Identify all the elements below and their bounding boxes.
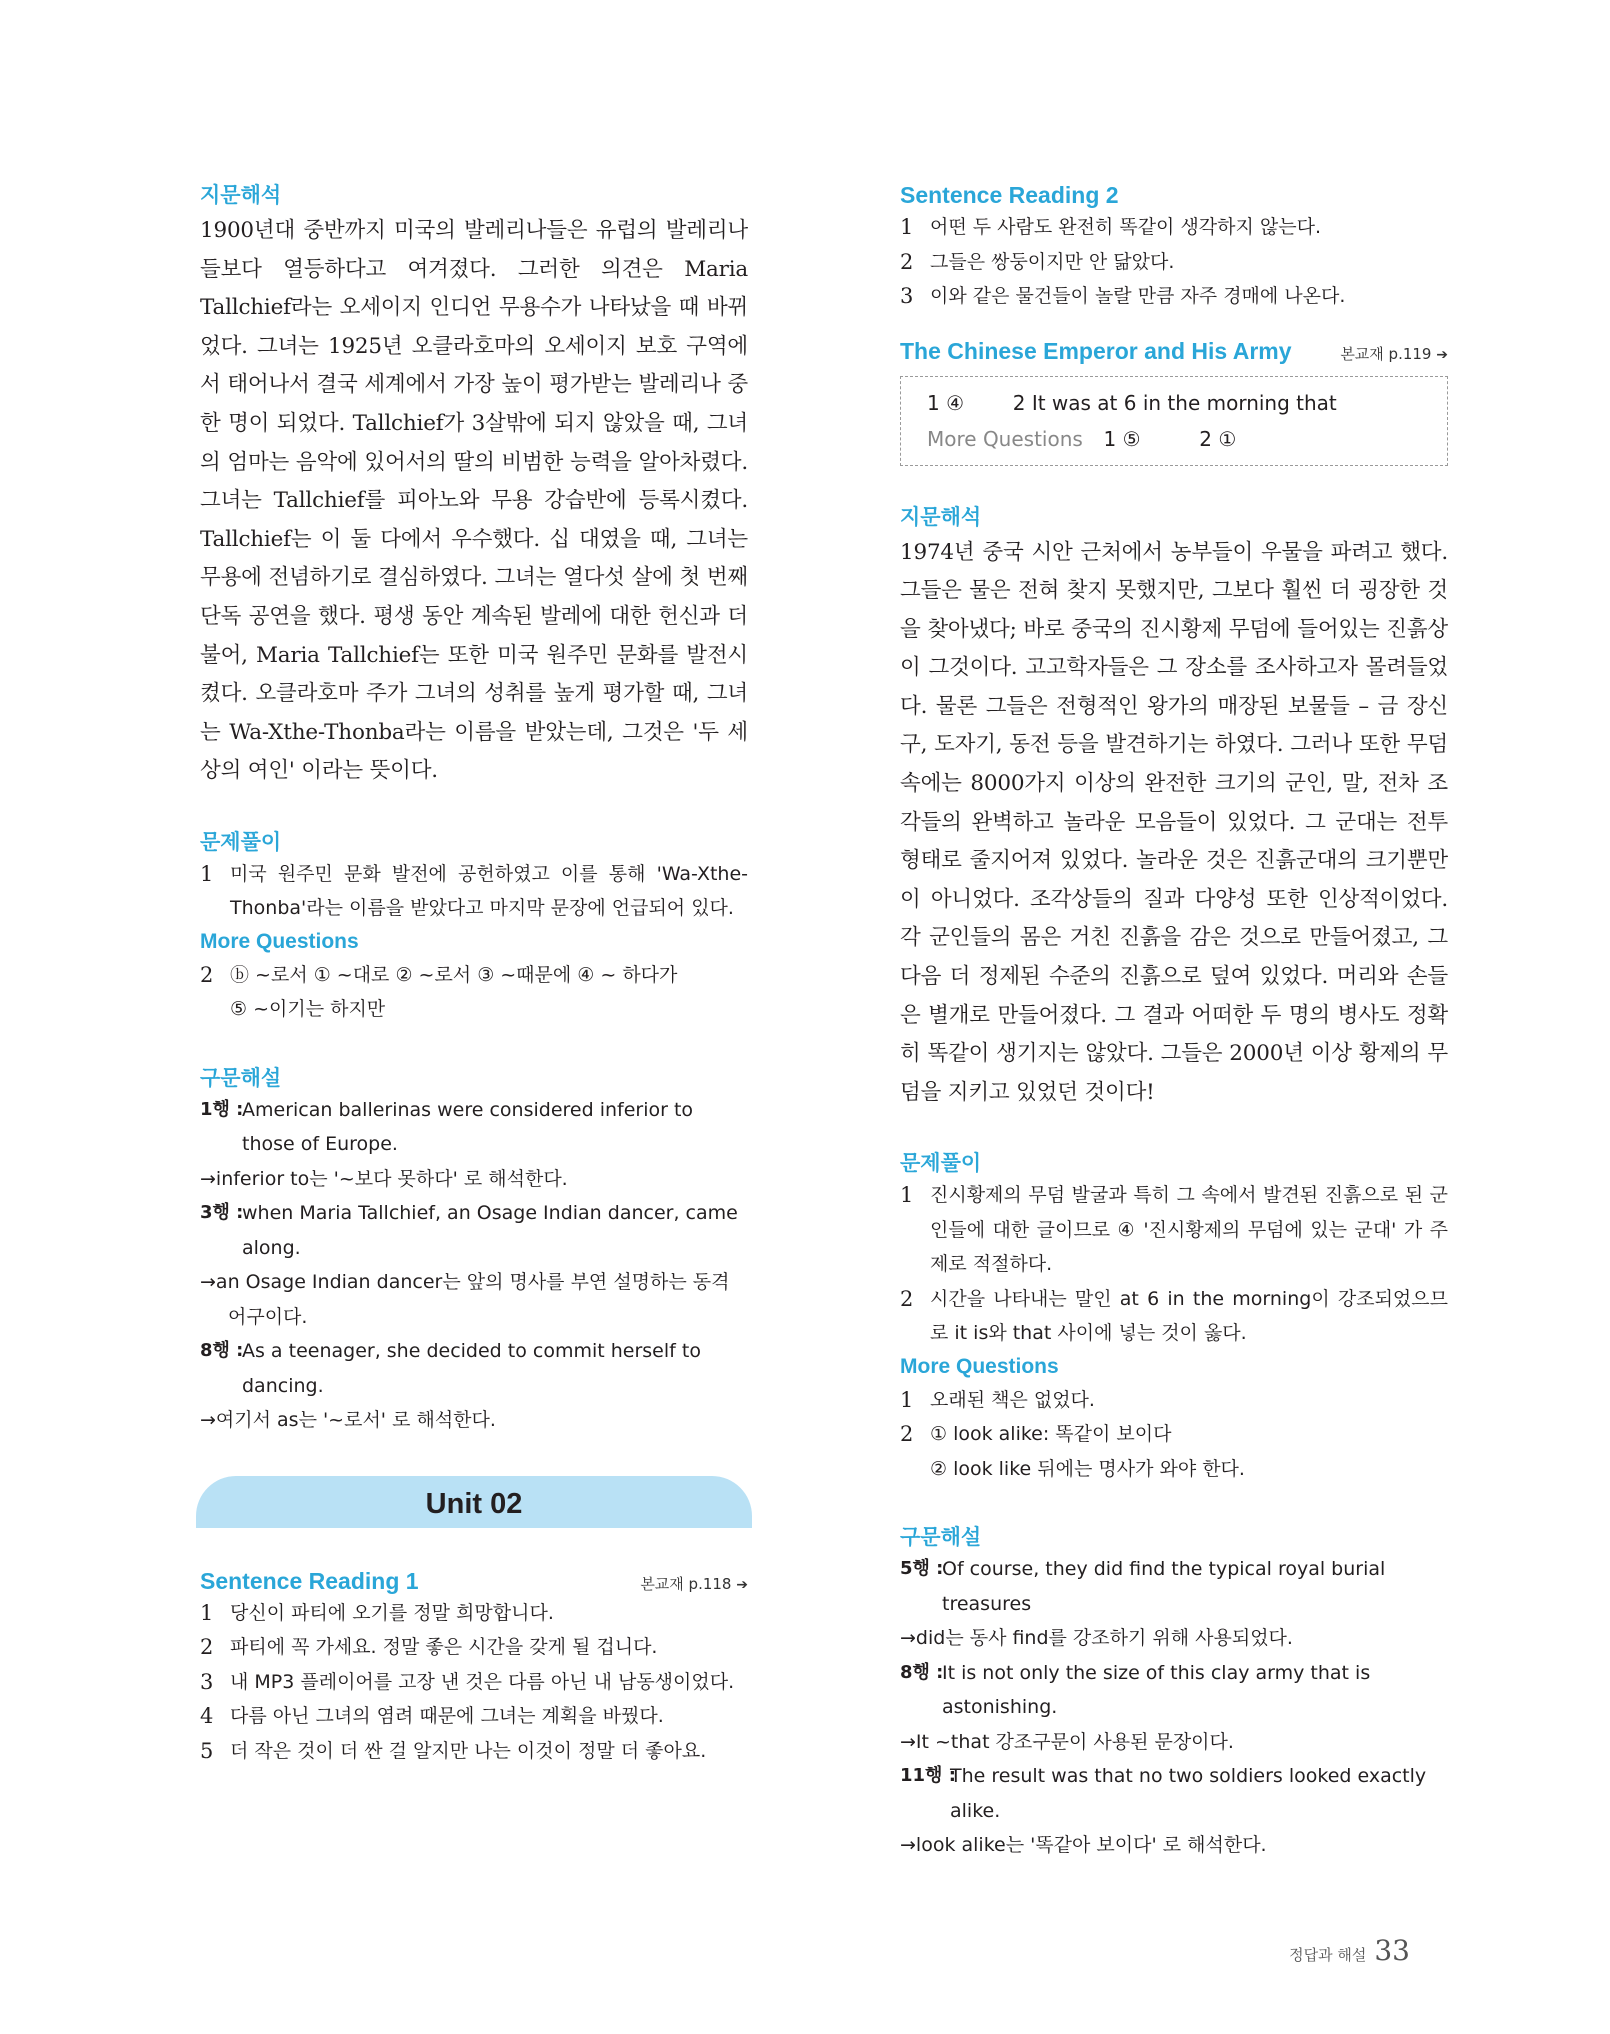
item-text: 더 작은 것이 더 싼 걸 알지만 나는 이것이 정말 더 좋아요. [230,1739,707,1762]
left-passage-text: 1900년대 중반까지 미국의 발레리나들은 유럽의 발레리나들보다 열등하다고 여겨졌다. 그러한 의견은 Maria Tallchief라는 오세이지 인디언 무용수가 나타났을 때 바뀌었다. 그녀는 1925년 오클라호마의 오세이지 보호 구역에서 태어나서 결국 세계에서 가장 높이 평가받는 발레리나 중 한 명이 되었다. Tallchief가 3살밖에 되지 않았을 때, 그녀의 엄마는 음악에 있어서의 딸의 비범한 능력을 알아차렸다. 그녀는 Tallchief를 피아노와 무용 강습반에 등록시켰다. Tallchief는 이 둘 다에서 우수했다. 십 대였을 때, 그녀는 무용에 전념하기로 결심하였다. 그녀는 열다섯 살에 첫 번째 단독 공연을 했다. 평생 동안 계속된 발레에 대한 헌신과 더불어, Maria Tallchief는 또한 미국 원주민 문화를 발전시켰다. 오클라호마 주가 그녀의 성취를 높게 평가할 때, 그녀는 Wa-Xthe-Thonba라는 이름을 받았는데, 그것은 '두 세상의 여인' 이라는 뜻이다. [200,218,748,784]
note-text: American ballerinas were considered inferior to those of Europe. [242,1098,694,1156]
item-text: 다름 아닌 그녀의 염려 때문에 그녀는 계획을 바꿨다. [230,1705,664,1728]
item-number: 2 [200,962,214,987]
right-passage-text: 1974년 중국 시안 근처에서 농부들이 우물을 파려고 했다. 그들은 물은 전혀 찾지 못했지만, 그보다 훨씬 더 굉장한 것을 찾아냈다; 바로 중국의 진시황제 무덤에 들어있는 진흙상이 그것이다. 고고학자들은 그 장소를 조사하고자 몰려들었다. 물론 그들은 전형적인 왕가의 매장된 보물들 – 금 장신구, 도자기, 동전 등을 발견하기는 하였다. 그러나 또한 무덤 속에는 8000가지 이상의 완전한 크기의 군인, 말, 전차 조각들의 완벽하고 놀라운 모음들이 있었다. 그 군대는 전투 형태로 줄지어져 있었다. 놀라운 것은 진흙군대의 크기뿐만이 아니었다. 조각상들의 질과 다양성 또한 인상적이었다. 각 군인들의 몸은 거친 진흙을 감은 것으로 만들어졌고, 그 다음 더 정제된 수준의 진흙으로 덮여 있었다. 머리와 손들은 별개로 만들어졌다. 그 결과 어떠한 두 명의 병사도 정확히 똑같이 생기지는 않았다. 그들은 2000년 이상 황제의 무덤을 지키고 있었던 것이다! [900,539,1448,1105]
list-item [200,1699,748,1734]
right-problem-item-2 [900,1282,1448,1351]
answer-line-2 [927,421,1421,457]
arrow-text: 여기서 as는 '~로서' 로 해석한다. [215,1409,496,1432]
list-item [900,210,1448,245]
sentence-reading-2-heading: Sentence Reading 2 [900,182,1119,208]
item-text: 진시황제의 무덤 발굴과 특히 그 속에서 발견된 진흙으로 된 군인들에 대한 글이므로 ④ '진시황제의 무덤에 있는 군대' 가 주제로 적절하다. [930,1184,1448,1276]
item-line: ② look like 뒤에는 명사가 와야 한다. [930,1457,1245,1480]
right-mq-item-2 [900,1417,1448,1486]
item-number: 2 [900,249,914,274]
answer-1: 1 ④ [927,390,965,415]
item-text: 파티에 꼭 가세요. 정말 좋은 시간을 갖게 될 겁니다. [230,1636,658,1659]
item-text: 내 MP3 플레이어를 고장 낸 것은 다름 아닌 내 남동생이었다. [230,1670,735,1693]
emperor-header [900,336,1448,366]
answer-line-1 [927,385,1421,421]
sentence-reading-1-list [200,1596,748,1769]
syntax-arrow-2 [200,1265,748,1334]
answer-box [900,376,1448,466]
arrow-text: did는 동사 find를 강조하기 위해 사용되었다. [915,1627,1293,1650]
item-line: ① look alike: 똑같이 보이다 [930,1423,1172,1446]
right-arrow-icon: → [900,1834,916,1857]
right-syntax-heading: 구문해설 [900,1525,982,1550]
line-label: 3행 : [200,1202,244,1224]
note-text: The result was that no two soldiers looked exactly alike. [950,1765,1427,1822]
note-text: Of course, they did find the typical royal burial treasures [942,1558,1386,1615]
arrow-text: an Osage Indian dancer는 앞의 명사를 부연 설명하는 동격 어구이다. [215,1271,730,1328]
syntax-arrow-2 [900,1725,1448,1760]
more-questions-label: More Questions [927,426,1083,451]
textbook-ref [640,1573,748,1594]
left-passage-heading: 지문해석 [200,183,282,207]
syntax-note-2 [900,1656,1448,1725]
item-number: 1 [900,1387,914,1412]
list-item [900,279,1448,314]
triangle-arrow-icon: ➔ [736,1576,748,1593]
syntax-note-1 [200,1093,748,1162]
left-syntax-heading: 구문해설 [200,1065,282,1090]
line-label: 8행 : [200,1340,244,1362]
triangle-arrow-icon: ➔ [1436,346,1448,363]
ref-text: 본교재 p.118 [640,1574,732,1593]
item-number: 1 [900,1183,914,1208]
item-number: 5 [200,1738,214,1763]
note-text: It is not only the size of this clay army that is astonishing. [942,1661,1371,1719]
item-text: 시간을 나타내는 말인 at 6 in the morning이 강조되었으므로 it is와 that 사이에 넣는 것이 옳다. [930,1287,1448,1345]
right-arrow-icon: → [900,1627,916,1650]
item-number: 2 [900,1286,914,1311]
page-footer [1289,1934,1410,1967]
item-line: ⓑ ~로서 ① ~대로 ② ~로서 ③ ~때문에 ④ ~ 하다가 [230,963,678,986]
item-line: ⑤ ~이기는 하지만 [230,998,386,1021]
right-arrow-icon: → [200,1271,216,1294]
list-item [200,1734,748,1769]
right-column [900,180,1448,1863]
right-more-questions-heading: More Questions [900,1354,1059,1378]
footer-label: 정답과 해설 [1289,1946,1367,1964]
item-number: 4 [200,1704,214,1729]
left-problem-item-1 [200,857,748,926]
emperor-heading: The Chinese Emperor and His Army [900,337,1292,364]
syntax-arrow-1 [900,1621,1448,1656]
list-item [200,1630,748,1665]
line-label: 1행 : [200,1098,244,1120]
ref-text: 본교재 p.119 [1340,344,1432,363]
syntax-note-3 [900,1759,1448,1828]
line-label: 5행 : [900,1558,944,1580]
syntax-arrow-3 [900,1828,1448,1863]
unit-title: Unit 02 [425,1487,523,1520]
line-label: 11행 : [900,1765,956,1787]
left-problem-item-2 [200,958,748,1027]
left-more-questions-heading: More Questions [200,929,359,953]
right-problems-heading: 문제풀이 [900,1151,982,1176]
arrow-text: It ~that 강조구문이 사용된 문장이다. [915,1730,1234,1753]
item-text: 당신이 파티에 오기를 정말 희망합니다. [230,1601,554,1624]
syntax-arrow-3 [200,1403,748,1438]
item-number: 1 [200,1600,214,1625]
answer-2: 2 It was at 6 in the morning that [1012,390,1337,415]
textbook-ref [1340,343,1448,364]
item-number: 3 [200,1669,214,1694]
right-arrow-icon: → [200,1167,216,1190]
mq-answer-1: 1 ⑤ [1103,426,1141,451]
note-text: when Maria Tallchief, an Osage Indian dancer, came along. [242,1202,738,1259]
item-number: 3 [900,284,914,308]
note-text: As a teenager, she decided to commit herself to dancing. [242,1340,701,1397]
left-column [200,180,748,1768]
item-text: 어떤 두 사람도 완전히 똑같이 생각하지 않는다. [930,216,1322,238]
right-passage-heading: 지문해석 [900,504,982,529]
sentence-reading-1-heading: Sentence Reading 1 [200,1567,419,1594]
item-text: 그들은 쌍둥이지만 안 닮았다. [930,250,1175,273]
right-mq-item-1 [900,1383,1448,1418]
arrow-text: look alike는 '똑같아 보이다' 로 해석한다. [915,1834,1267,1857]
list-item [200,1596,748,1631]
item-number: 2 [200,1635,214,1660]
item-number: 2 [900,1422,914,1447]
sentence-reading-1-header [200,1566,748,1596]
syntax-note-2 [200,1196,748,1265]
unit-banner [200,1476,748,1528]
item-text: 미국 원주민 문화 발전에 공헌하였고 이를 통해 'Wa-Xthe-Thonba'라는 이름을 받았다고 마지막 문장에 언급되어 있다. [230,862,748,920]
list-item [900,245,1448,280]
page-number: 33 [1374,1934,1410,1967]
right-problem-item-1 [900,1178,1448,1282]
syntax-note-1 [900,1552,1448,1621]
item-number: 1 [900,215,914,239]
right-arrow-icon: → [900,1730,916,1753]
left-problems-heading: 문제풀이 [200,829,282,854]
item-number: 1 [200,861,214,886]
sentence-reading-2-list [900,210,1448,314]
item-text: 이와 같은 물건들이 놀랄 만큼 자주 경매에 나온다. [930,285,1346,307]
item-text: 오래된 책은 없었다. [930,1388,1095,1411]
mq-answer-2: 2 ① [1199,426,1237,451]
syntax-note-3 [200,1334,748,1403]
right-arrow-icon: → [200,1409,216,1432]
list-item [200,1665,748,1700]
syntax-arrow-1 [200,1162,748,1197]
line-label: 8행 : [900,1661,944,1683]
arrow-text: inferior to는 '~보다 못하다' 로 해석한다. [215,1167,568,1190]
